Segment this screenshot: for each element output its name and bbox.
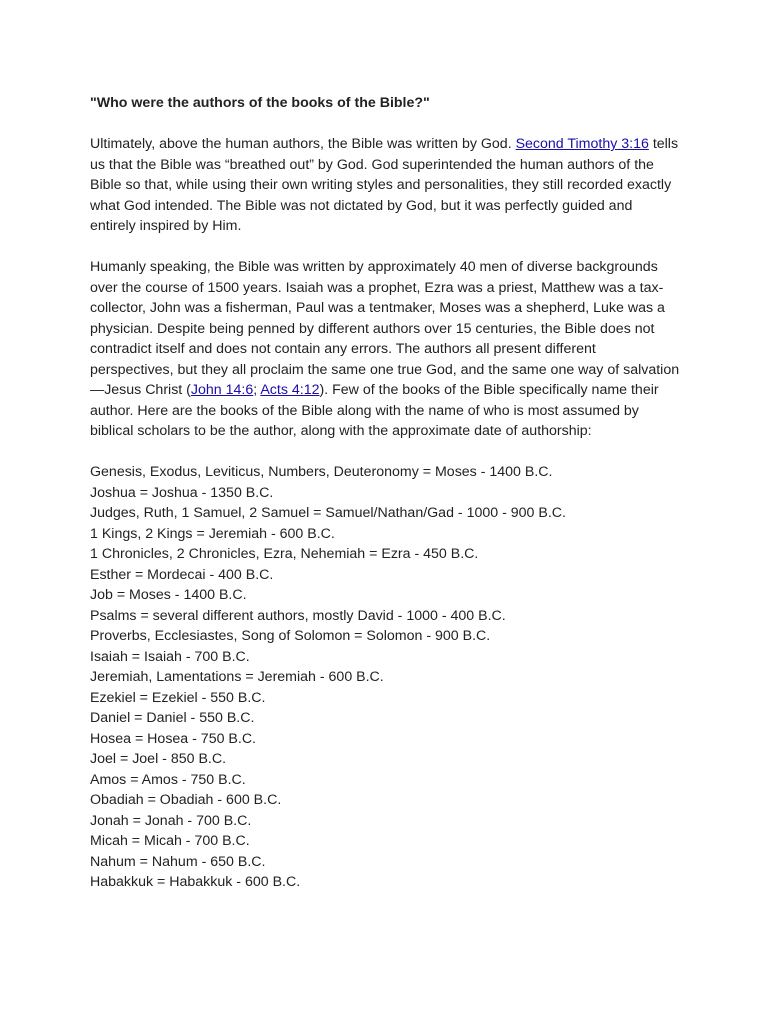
acts-link[interactable]: Acts 4:12 <box>260 382 320 398</box>
page-title: "Who were the authors of the books of the Bible?" <box>90 95 430 111</box>
list-item: Nahum = Nahum - 650 B.C. <box>90 853 266 870</box>
link-separator: ; <box>253 382 261 398</box>
authors-text-start: Humanly speaking, the Bible was written by approximately 40 men of diverse backgrounds over the course of 1500 years. Isaiah was a prophet, Ezra was a priest, Matthew was a tax-collector, John was a fisherman, Paul was a tentmaker, Moses was a shepherd, Luke was a physician. Despite being penned by different authors over 15 centuries, the Bible does not contradict itself and does not contain any errors. The authors all present different perspectives, but they all proclaim the same one true God, and the same one way of salvation—Jesus Christ ( <box>90 259 680 398</box>
list-item: Genesis, Exodus, Leviticus, Numbers, Deuteronomy = Moses - 1400 B.C. <box>90 464 553 480</box>
authors-text-end: ). Few of the books of the Bible specifically name their author. Here are the books of the Bible along with the name of who is most assumed by biblical scholars to be the author, along with the approximate date of authorship: <box>90 382 659 439</box>
list-item: Joshua = Joshua - 1350 B.C. <box>90 484 274 501</box>
list-item: Ezekiel = Ezekiel - 550 B.C. <box>90 689 266 706</box>
list-item: Obadiah = Obadiah - 600 B.C. <box>90 792 282 808</box>
john-link[interactable]: John 14:6 <box>190 382 254 398</box>
list-item: Micah = Micah - 700 B.C. <box>90 833 250 849</box>
list-item: Isaiah = Isaiah - 700 B.C. <box>90 648 250 665</box>
intro-paragraph <box>90 134 680 237</box>
list-item: Psalms = several different authors, mostly David - 1000 - 400 B.C. <box>90 607 506 624</box>
list-item: Jonah = Jonah - 700 B.C. <box>90 812 252 829</box>
list-item: Job = Moses - 1400 B.C. <box>90 587 247 603</box>
list-item: Amos = Amos - 750 B.C. <box>90 771 246 788</box>
intro-text-after-link: tells us that the Bible was “breathed out” by God. God superintended the human authors of the Bible so that, while using their own writing styles and personalities, they still recorded exactly what God intended. The Bible was not dictated by God, but it was perfectly guided and entirely inspired by Him. <box>90 136 679 234</box>
list-item: Habakkuk = Habakkuk - 600 B.C. <box>90 874 301 890</box>
list-item: Daniel = Daniel - 550 B.C. <box>90 710 255 726</box>
list-item: 1 Kings, 2 Kings = Jeremiah - 600 B.C. <box>90 525 335 542</box>
list-item: Proverbs, Ecclesiastes, Song of Solomon = Solomon - 900 B.C. <box>90 628 491 644</box>
list-item: Hosea = Hosea - 750 B.C. <box>90 730 257 747</box>
authors-paragraph <box>90 257 680 442</box>
list-item: Jeremiah, Lamentations = Jeremiah - 600 B.C. <box>90 669 384 685</box>
list-item: 1 Chronicles, 2 Chronicles, Ezra, Nehemiah = Ezra - 450 B.C. <box>90 546 479 562</box>
document-page <box>90 93 680 893</box>
books-list <box>90 462 680 893</box>
intro-text-before-link: Ultimately, above the human authors, the Bible was written by God. <box>90 136 516 152</box>
second-timothy-link[interactable]: Second Timothy 3:16 <box>515 136 649 152</box>
list-item: Joel = Joel - 850 B.C. <box>90 751 227 767</box>
list-item: Judges, Ruth, 1 Samuel, 2 Samuel = Samuel/Nathan/Gad - 1000 - 900 B.C. <box>90 505 566 521</box>
list-item: Esther = Mordecai - 400 B.C. <box>90 566 274 583</box>
